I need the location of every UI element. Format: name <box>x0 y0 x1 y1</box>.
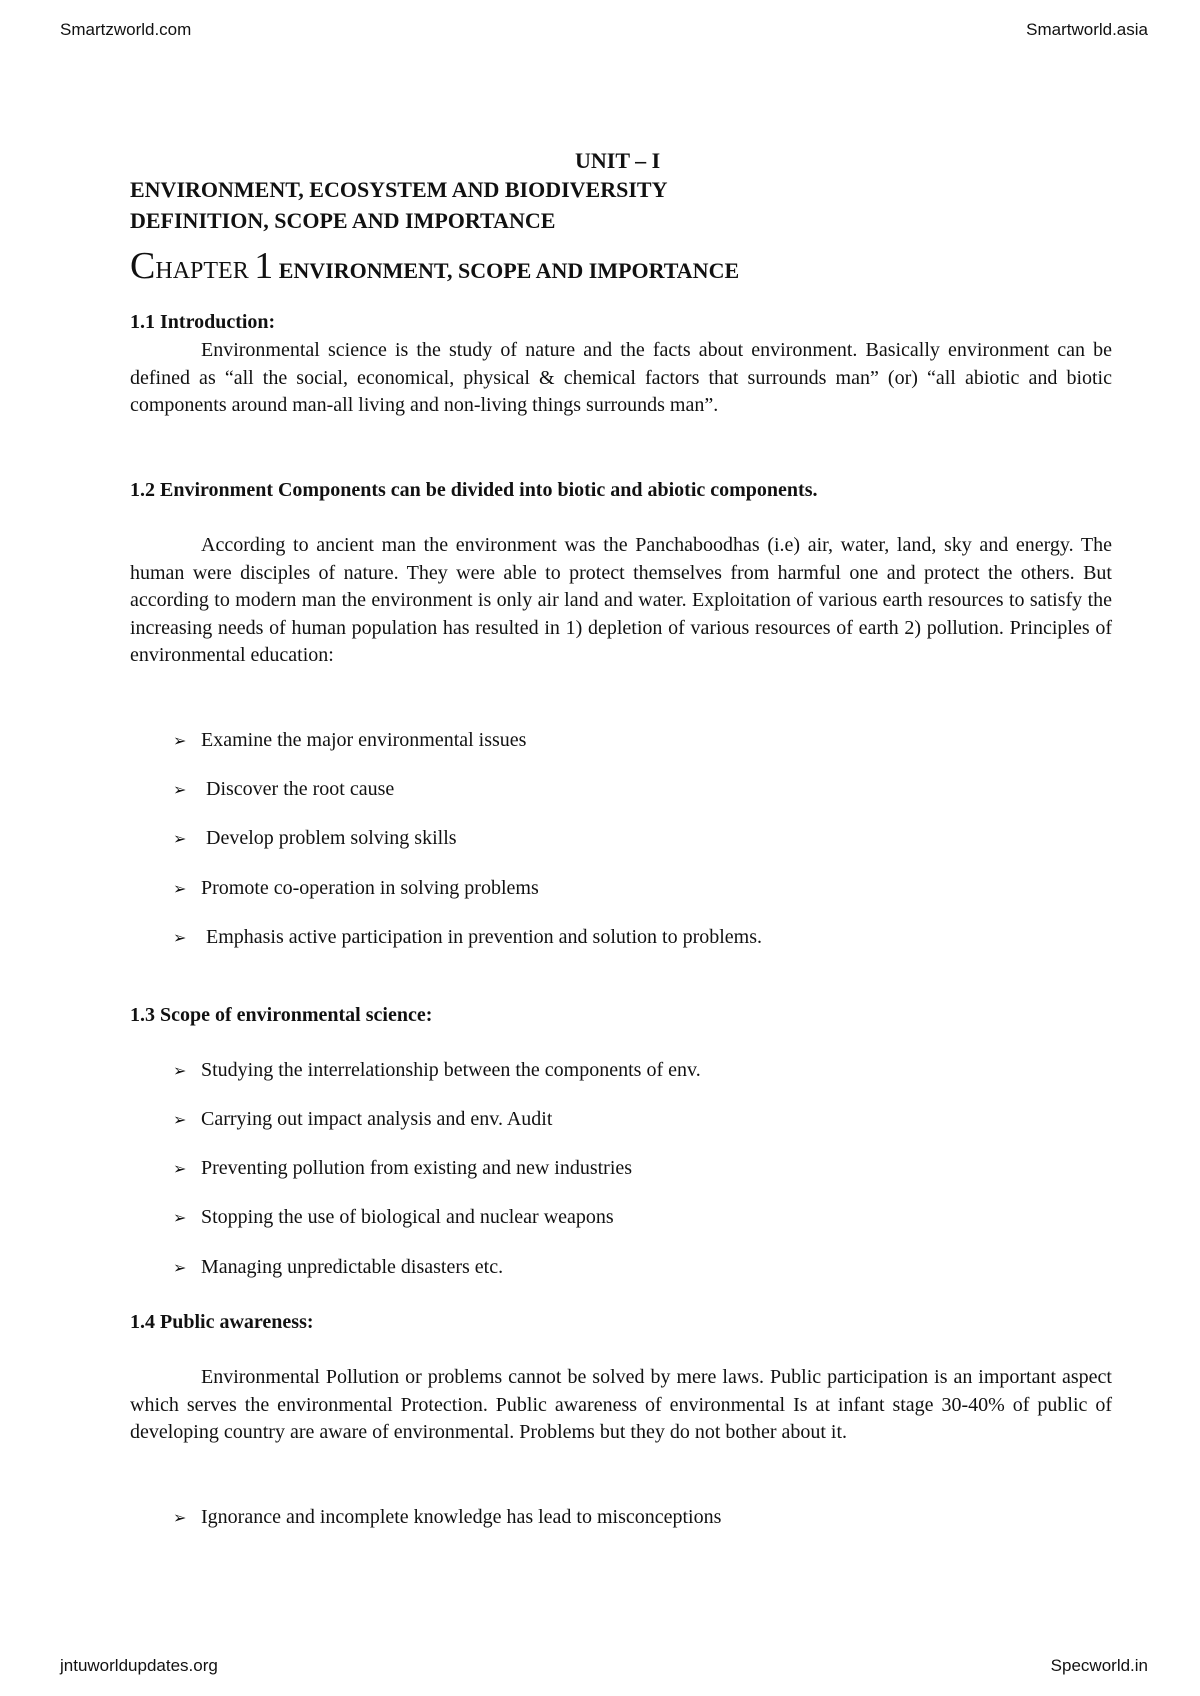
list-item-text: Preventing pollution from existing and new industries <box>201 1157 633 1179</box>
list-item-text: Promote co-operation in solving problems <box>201 877 539 899</box>
section-1-2-paragraph <box>130 532 1112 670</box>
footer-left: jntuworldupdates.org <box>60 1656 218 1675</box>
list-item <box>173 1154 632 1183</box>
section-1-2-text: According to ancient man the environment was the Panchaboodhas (i.e) air, water, land, sky and energy. The human were disciples of nature. They were able to protect themselves from harmful one and protect the others. But according to modern man the environment is only air land and water. Exploitation of various earth resources to satisfy the increasing needs of human population has resulted in 1) depletion of various resources of earth 2) pollution. Principles of environmental education: <box>130 534 1112 666</box>
section-1-2-heading: 1.2 Environment Components can be divided into biotic and abiotic components. <box>130 479 818 501</box>
section-1-3-heading: 1.3 Scope of environmental science: <box>130 1004 433 1026</box>
section-1-1-text: Environmental science is the study of nature and the facts about environment. Basically environment can be defined as “all the social, economical, physical & chemical factors that surrounds man” (or) “all abiotic and biotic components around man-all living and non-living things surrounds man”. <box>130 339 1112 416</box>
list-item-text: Stopping the use of biological and nuclear weapons <box>201 1206 614 1228</box>
list-item-text: Carrying out impact analysis and env. Audit <box>201 1108 553 1130</box>
arrow-bullet-icon: ➢ <box>173 928 187 947</box>
list-item <box>173 1253 503 1282</box>
list-item-text: Managing unpredictable disasters etc. <box>201 1256 504 1278</box>
arrow-bullet-icon: ➢ <box>173 780 187 799</box>
section-1-1-heading: 1.1 Introduction: <box>130 311 276 333</box>
arrow-bullet-icon: ➢ <box>173 1208 187 1227</box>
list-item <box>173 1105 552 1134</box>
arrow-bullet-icon: ➢ <box>173 1061 187 1080</box>
arrow-bullet-icon: ➢ <box>173 1508 187 1527</box>
arrow-bullet-icon: ➢ <box>173 1110 187 1129</box>
section-1-1-paragraph <box>130 337 1112 420</box>
section-1-4-paragraph <box>130 1364 1112 1447</box>
list-item <box>173 1503 721 1532</box>
list-item-text: Discover the root cause <box>201 778 395 800</box>
arrow-bullet-icon: ➢ <box>173 1159 187 1178</box>
list-item <box>173 923 762 952</box>
list-item <box>173 1203 614 1232</box>
list-item-text: Studying the interrelationship between the components of env. <box>201 1059 701 1081</box>
list-item <box>173 824 457 853</box>
chapter-hapter: HAPTER <box>155 258 249 284</box>
arrow-bullet-icon: ➢ <box>173 731 187 750</box>
header-right: Smartworld.asia <box>1026 20 1148 39</box>
footer-right: Specworld.in <box>1050 1656 1148 1675</box>
list-item <box>173 1056 701 1085</box>
unit-title: UNIT – I <box>575 148 661 173</box>
section-1-4-text: Environmental Pollution or problems cannot be solved by mere laws. Public participation is an important aspect which serves the environmental Protection. Public awareness of environmental Is at infant stage 30-40% of public of developing country are aware of environmental. Problems but they do not bother about it. <box>130 1366 1112 1443</box>
arrow-bullet-icon: ➢ <box>173 879 187 898</box>
chapter-title: ENVIRONMENT, SCOPE AND IMPORTANCE <box>278 258 740 283</box>
title-line-1: ENVIRONMENT, ECOSYSTEM AND BIODIVERSITY <box>130 177 668 202</box>
chapter-c: C <box>130 245 156 287</box>
list-item <box>173 775 394 804</box>
arrow-bullet-icon: ➢ <box>173 829 187 848</box>
section-1-4-heading: 1.4 Public awareness: <box>130 1311 314 1333</box>
chapter-number: 1 <box>254 245 274 287</box>
list-item <box>173 874 539 903</box>
list-item-text: Emphasis active participation in prevention and solution to problems. <box>201 926 762 948</box>
list-item-text: Develop problem solving skills <box>201 827 457 849</box>
list-item-text: Examine the major environmental issues <box>201 729 527 751</box>
list-item-text: Ignorance and incomplete knowledge has lead to misconceptions <box>201 1506 722 1528</box>
chapter-heading <box>130 244 739 288</box>
list-item <box>173 726 526 755</box>
header-left: Smartzworld.com <box>60 20 192 39</box>
arrow-bullet-icon: ➢ <box>173 1258 187 1277</box>
title-line-2: DEFINITION, SCOPE AND IMPORTANCE <box>130 208 556 233</box>
